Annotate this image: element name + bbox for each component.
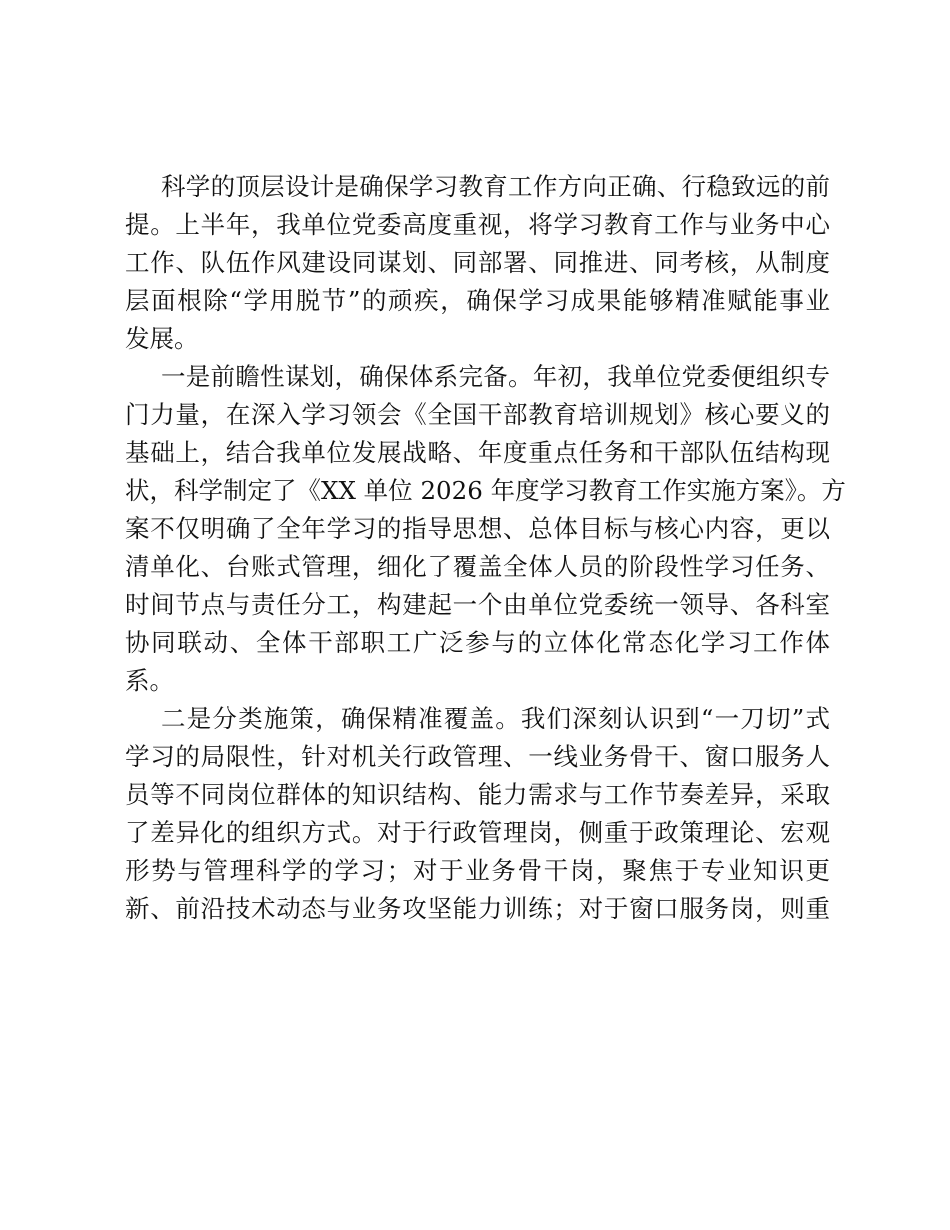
paragraph-line: 清单化、台账式管理，细化了覆盖全体人员的阶段性学习任务、 — [125, 552, 830, 581]
paragraph-line: 形势与管理科学的学习；对于业务骨干岗，聚焦于专业知识更 — [125, 856, 830, 885]
paragraph-line: 工作、队伍作风建设同谋划、同部署、同推进、同考核，从制度 — [125, 248, 830, 277]
paragraph-line: 基础上，结合我单位发展战略、年度重点任务和干部队伍结构现 — [125, 438, 830, 467]
document-body — [125, 168, 846, 928]
paragraph-line: 提。上半年，我单位党委高度重视，将学习教育工作与业务中心 — [125, 210, 830, 239]
paragraph-line: 门力量，在深入学习领会《全国干部教育培训规划》核心要义的 — [125, 400, 830, 429]
paragraph-line: 新、前沿技术动态与业务攻坚能力训练；对于窗口服务岗，则重 — [125, 894, 830, 923]
paragraph-line: 学习的局限性，针对机关行政管理、一线业务骨干、窗口服务人 — [125, 742, 830, 771]
paragraph-line: 案不仅明确了全年学习的指导思想、总体目标与核心内容，更以 — [125, 514, 830, 543]
paragraph-line: 二是分类施策，确保精准覆盖。我们深刻认识到“一刀切”式 — [161, 704, 830, 733]
paragraph-line: 系。 — [125, 666, 174, 695]
paragraph-line: 了差异化的组织方式。对于行政管理岗，侧重于政策理论、宏观 — [125, 818, 830, 847]
paragraph-line: 一是前瞻性谋划，确保体系完备。年初，我单位党委便组织专 — [161, 362, 830, 391]
paragraph-line: 层面根除“学用脱节”的顽疾，确保学习成果能够精准赋能事业 — [125, 286, 830, 315]
paragraph-line: 员等不同岗位群体的知识结构、能力需求与工作节奏差异，采取 — [125, 780, 830, 809]
paragraph-line: 协同联动、全体干部职工广泛参与的立体化常态化学习工作体 — [125, 628, 830, 657]
paragraph-2 — [125, 358, 846, 700]
paragraph-line: 状，科学制定了《XX 单位 2026 年度学习教育工作实施方案》。方 — [125, 476, 846, 505]
paragraph-line: 时间节点与责任分工，构建起一个由单位党委统一领导、各科室 — [125, 590, 830, 619]
paragraph-1 — [125, 168, 830, 358]
paragraph-3 — [125, 700, 830, 928]
paragraph-line: 科学的顶层设计是确保学习教育工作方向正确、行稳致远的前 — [161, 172, 830, 201]
paragraph-line: 发展。 — [125, 324, 199, 353]
